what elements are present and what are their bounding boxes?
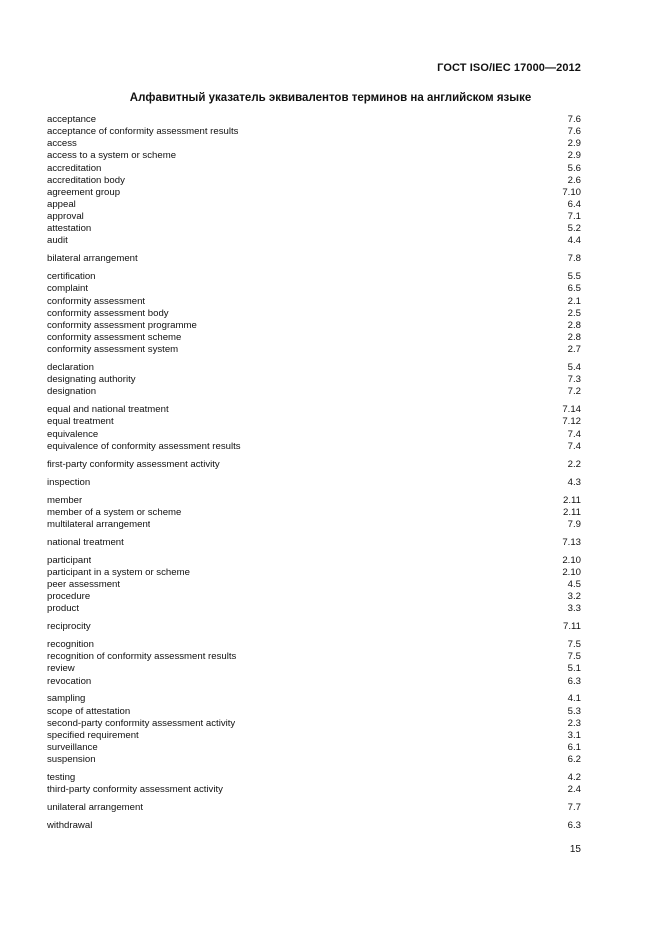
index-reference: 7.1 [567, 211, 581, 223]
index-term: access to a system or scheme [47, 150, 177, 162]
index-reference: 2.3 [567, 717, 581, 729]
index-reference: 4.1 [567, 693, 581, 705]
index-reference: 7.2 [567, 386, 581, 398]
index-term: participant in a system or scheme [47, 566, 190, 578]
index-entry [47, 253, 581, 265]
index-reference: 7.7 [567, 802, 581, 814]
index-term: accreditation [47, 162, 102, 174]
index-group [47, 802, 581, 814]
index-group [47, 772, 581, 796]
index-term: revocation [47, 675, 92, 687]
index-reference: 6.2 [567, 754, 581, 766]
index-entry [47, 362, 581, 374]
index-entry [47, 163, 581, 175]
index-entry [47, 320, 581, 332]
index-group [47, 404, 581, 453]
index-reference: 2.10 [562, 566, 581, 578]
standard-code: ГОСТ ISO/IEC 17000—2012 [437, 62, 581, 74]
index-entry [47, 223, 581, 235]
index-entry [47, 271, 581, 283]
index-reference: 2.11 [563, 494, 581, 506]
index-entry [47, 495, 581, 507]
index-entry [47, 754, 581, 766]
index-reference: 3.3 [567, 603, 581, 615]
index-group [47, 271, 581, 356]
index-reference: 5.2 [567, 223, 581, 235]
index-term: acceptance [47, 114, 97, 125]
index-entry [47, 507, 581, 519]
index-entry [47, 676, 581, 688]
index-reference: 3.1 [567, 729, 581, 741]
index-entry [47, 332, 581, 344]
index-group [47, 114, 581, 248]
index-reference: 7.10 [562, 186, 581, 198]
index-entry [47, 772, 581, 784]
index-term: testing [47, 772, 76, 784]
index-term: agreement group [47, 186, 121, 198]
index-term: conformity assessment programme [47, 319, 197, 331]
index-entry [47, 820, 581, 832]
index-term: conformity assessment [47, 295, 146, 307]
index-term: member of a system or scheme [47, 506, 182, 518]
index-entry [47, 567, 581, 579]
index-term: specified requirement [47, 729, 139, 741]
index-term: review [47, 663, 75, 675]
index-reference: 5.1 [567, 663, 581, 675]
index-reference: 7.5 [567, 639, 581, 651]
index-entry [47, 742, 581, 754]
index-reference: 4.4 [567, 235, 581, 247]
index-reference: 7.8 [567, 253, 581, 265]
index-reference: 2.8 [567, 319, 581, 331]
index-group [47, 820, 581, 832]
index-entry [47, 802, 581, 814]
index-entry [47, 138, 581, 150]
index-group [47, 495, 581, 531]
index-reference: 6.3 [567, 675, 581, 687]
index-term: product [47, 603, 79, 615]
index-reference: 5.4 [567, 362, 581, 374]
index-reference: 6.3 [567, 820, 581, 832]
index-reference: 5.5 [567, 271, 581, 283]
index-reference: 7.14 [562, 404, 581, 416]
index-entry [47, 296, 581, 308]
index-term: designating authority [47, 374, 136, 386]
index-reference: 2.11 [563, 506, 581, 518]
index-term: multilateral arrangement [47, 518, 151, 530]
index-term: inspection [47, 476, 91, 488]
index-term: first-party conformity assessment activity [47, 458, 220, 470]
index-term: certification [47, 271, 96, 283]
index-reference: 2.5 [567, 307, 581, 319]
index-reference: 2.6 [567, 174, 581, 186]
index-entry [47, 603, 581, 615]
index-entry [47, 344, 581, 356]
index-entry [47, 404, 581, 416]
index-reference: 5.3 [567, 705, 581, 717]
index-reference: 7.5 [567, 651, 581, 663]
page-title: Алфавитный указатель эквивалентов терминов на английском языке [129, 92, 532, 104]
index-term: unilateral arrangement [47, 802, 143, 814]
index-reference: 7.6 [567, 114, 581, 125]
index-term: participant [47, 554, 92, 566]
index-reference: 4.5 [567, 578, 581, 590]
index-term: access [47, 138, 77, 150]
index-group [47, 459, 581, 471]
index-entry [47, 693, 581, 705]
index-entry [47, 235, 581, 247]
index-group [47, 693, 581, 766]
index-entry [47, 283, 581, 295]
index-group [47, 362, 581, 398]
index-entry [47, 175, 581, 187]
index-reference: 2.10 [562, 554, 581, 566]
index-term: second-party conformity assessment activity [47, 717, 236, 729]
index-entry [47, 114, 581, 126]
index-reference: 2.7 [567, 344, 581, 356]
index-entry [47, 591, 581, 603]
index-entry [47, 386, 581, 398]
index-reference: 7.4 [567, 428, 581, 440]
index-reference: 7.6 [567, 126, 581, 138]
index-reference: 4.3 [567, 476, 581, 488]
index-entry [47, 150, 581, 162]
index-term: designation [47, 386, 97, 398]
index-reference: 3.2 [567, 591, 581, 603]
index-term: withdrawal [47, 820, 93, 832]
index-entry [47, 211, 581, 223]
index-reference: 2.1 [567, 295, 581, 307]
index-reference: 7.4 [567, 440, 581, 452]
index-term: equal and national treatment [47, 404, 169, 416]
index-term: bilateral arrangement [47, 253, 138, 265]
index-entry [47, 537, 581, 549]
index-entry [47, 477, 581, 489]
index-group [47, 555, 581, 616]
index-term: procedure [47, 591, 91, 603]
index-entry [47, 441, 581, 453]
index-term: approval [47, 211, 84, 223]
index-term: equivalence of conformity assessment results [47, 440, 241, 452]
index-term: sampling [47, 693, 86, 705]
index-term: conformity assessment body [47, 307, 169, 319]
index-reference: 2.4 [567, 784, 581, 796]
index-entry [47, 639, 581, 651]
index-reference: 4.2 [567, 772, 581, 784]
index-term: recognition [47, 639, 94, 651]
index-term: audit [47, 235, 68, 247]
index-entry [47, 459, 581, 471]
index-entry [47, 718, 581, 730]
index-reference: 7.9 [567, 518, 581, 530]
index-entry [47, 651, 581, 663]
index-term: recognition of conformity assessment results [47, 651, 237, 663]
index-term: reciprocity [47, 621, 91, 633]
index-term: declaration [47, 362, 94, 374]
index-entry [47, 519, 581, 531]
index-term: third-party conformity assessment activity [47, 784, 223, 796]
index-reference: 7.12 [562, 416, 581, 428]
index-group [47, 621, 581, 633]
index-reference: 7.3 [567, 374, 581, 386]
index-entry [47, 126, 581, 138]
index-reference: 2.9 [567, 150, 581, 162]
index-term: scope of attestation [47, 705, 131, 717]
index-group [47, 537, 581, 549]
index-reference: 6.5 [567, 283, 581, 295]
index-term: complaint [47, 283, 89, 295]
index-reference: 5.6 [567, 162, 581, 174]
index-entry [47, 374, 581, 386]
index-entry [47, 308, 581, 320]
index-entry [47, 663, 581, 675]
index-entry [47, 706, 581, 718]
index-reference: 2.8 [567, 331, 581, 343]
index-entry [47, 187, 581, 199]
index-term: acceptance of conformity assessment results [47, 126, 239, 138]
index-reference: 6.4 [567, 198, 581, 210]
index-reference: 6.1 [567, 742, 581, 754]
index-term: equivalence [47, 428, 99, 440]
term-index [47, 114, 581, 838]
index-entry [47, 730, 581, 742]
index-term: conformity assessment scheme [47, 331, 182, 343]
index-group [47, 477, 581, 489]
index-reference: 2.2 [567, 458, 581, 470]
index-term: suspension [47, 754, 96, 766]
index-entry [47, 621, 581, 633]
index-term: national treatment [47, 536, 124, 548]
index-term: conformity assessment system [47, 344, 179, 356]
index-term: appeal [47, 198, 76, 210]
index-entry [47, 555, 581, 567]
index-term: equal treatment [47, 416, 114, 428]
index-group [47, 253, 581, 265]
index-term: peer assessment [47, 578, 121, 590]
index-entry [47, 199, 581, 211]
index-term: member [47, 494, 83, 506]
index-entry [47, 579, 581, 591]
page-number: 15 [569, 844, 581, 855]
index-reference: 7.11 [563, 621, 581, 633]
index-term: surveillance [47, 742, 98, 754]
index-reference: 2.9 [567, 138, 581, 150]
index-entry [47, 784, 581, 796]
index-entry [47, 416, 581, 428]
index-term: attestation [47, 223, 92, 235]
index-term: accreditation body [47, 174, 125, 186]
index-group [47, 639, 581, 688]
index-reference: 7.13 [562, 536, 581, 548]
index-entry [47, 429, 581, 441]
